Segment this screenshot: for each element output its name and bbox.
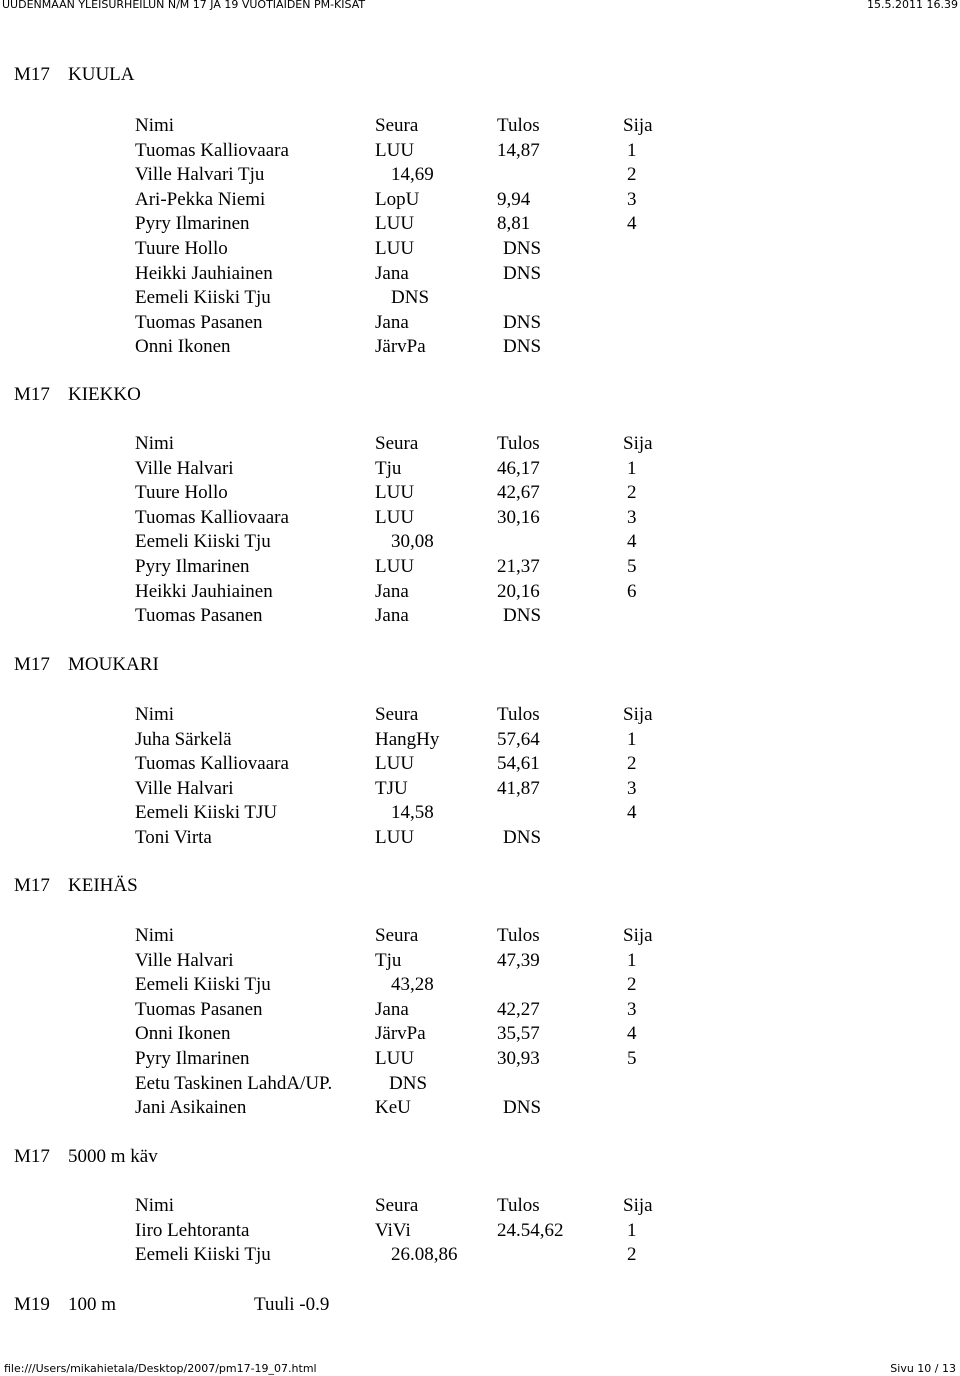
column-header-tulos: Tulos bbox=[497, 704, 540, 725]
placing: 2 bbox=[627, 1244, 637, 1266]
athlete-name: Tuomas Pasanen bbox=[135, 311, 263, 333]
club: Jana bbox=[375, 311, 409, 333]
column-header-sija: Sija bbox=[623, 433, 653, 454]
club: HangHy bbox=[375, 728, 440, 750]
result: 14,69 bbox=[391, 164, 434, 186]
result: DNS bbox=[503, 311, 542, 333]
placing: 5 bbox=[627, 1047, 637, 1069]
section-code: M17 bbox=[14, 654, 50, 675]
page-footer bbox=[0, 1361, 960, 1376]
placing: 3 bbox=[627, 506, 637, 528]
placing: 1 bbox=[627, 1219, 637, 1241]
athlete-name: Onni Ikonen bbox=[135, 1023, 231, 1045]
result: 8,81 bbox=[497, 213, 531, 235]
placing: 2 bbox=[627, 753, 637, 775]
athlete-name: Heikki Jauhiainen bbox=[135, 580, 273, 602]
result: 30,93 bbox=[497, 1047, 540, 1069]
placing: 1 bbox=[627, 139, 637, 161]
placing: 5 bbox=[627, 555, 637, 577]
result: 21,37 bbox=[497, 555, 540, 577]
result: DNS bbox=[503, 605, 542, 627]
athlete-name: Tuomas Kalliovaara bbox=[135, 753, 289, 775]
placing: 4 bbox=[627, 213, 637, 235]
column-header-seura: Seura bbox=[375, 433, 419, 454]
section-title bbox=[14, 653, 159, 677]
club: LUU bbox=[375, 139, 415, 161]
result: 46,17 bbox=[497, 457, 540, 479]
section-code: M17 bbox=[14, 875, 50, 896]
athlete-name: Tuure Hollo bbox=[135, 237, 228, 259]
athlete-name: Ari-Pekka Niemi bbox=[135, 188, 266, 210]
result: 14,58 bbox=[391, 802, 434, 824]
result: DNS bbox=[503, 336, 542, 358]
result: DNS bbox=[503, 826, 542, 848]
athlete-name: Juha Särkelä bbox=[135, 728, 232, 750]
section-title bbox=[14, 383, 141, 407]
club: KeU bbox=[375, 1097, 411, 1119]
placing: 4 bbox=[627, 531, 637, 553]
athlete-name: Tuomas Kalliovaara bbox=[135, 139, 289, 161]
placing: 2 bbox=[627, 482, 637, 504]
section-title bbox=[14, 1145, 158, 1169]
athlete-name: Eemeli Kiiski Tju bbox=[135, 1244, 271, 1266]
placing: 3 bbox=[627, 998, 637, 1020]
placing: 3 bbox=[627, 777, 637, 799]
placing: 6 bbox=[627, 580, 637, 602]
placing: 1 bbox=[627, 949, 637, 971]
athlete-name: Eemeli Kiiski TJU bbox=[135, 802, 278, 824]
athlete-name: Pyry Ilmarinen bbox=[135, 555, 250, 577]
result: DNS bbox=[503, 262, 542, 284]
result: DNS bbox=[391, 287, 430, 309]
section-event: KEIHÄS bbox=[68, 875, 138, 896]
column-header-sija: Sija bbox=[623, 925, 653, 946]
athlete-name: Ville Halvari Tju bbox=[135, 164, 265, 186]
placing: 3 bbox=[627, 188, 637, 210]
club: ViVi bbox=[375, 1219, 411, 1241]
section-code: M17 bbox=[14, 384, 50, 405]
result: DNS bbox=[503, 1097, 542, 1119]
club: Jana bbox=[375, 998, 409, 1020]
placing: 4 bbox=[627, 802, 637, 824]
athlete-name: Eemeli Kiiski Tju bbox=[135, 531, 271, 553]
result: 43,28 bbox=[391, 974, 434, 996]
column-header-seura: Seura bbox=[375, 925, 419, 946]
result: 47,39 bbox=[497, 949, 540, 971]
club: LUU bbox=[375, 826, 415, 848]
club: TJU bbox=[375, 777, 408, 799]
section-code: M17 bbox=[14, 64, 50, 85]
result: 9,94 bbox=[497, 188, 531, 210]
athlete-name: Toni Virta bbox=[135, 826, 212, 848]
club: Tju bbox=[375, 457, 402, 479]
club: LUU bbox=[375, 506, 415, 528]
column-header-sija: Sija bbox=[623, 1195, 653, 1216]
athlete-name: Pyry Ilmarinen bbox=[135, 213, 250, 235]
athlete-name: Tuomas Kalliovaara bbox=[135, 506, 289, 528]
column-header-tulos: Tulos bbox=[497, 925, 540, 946]
club: LUU bbox=[375, 482, 415, 504]
result: 24.54,62 bbox=[497, 1219, 564, 1241]
result: 30,16 bbox=[497, 506, 540, 528]
result: 57,64 bbox=[497, 728, 540, 750]
column-header-sija: Sija bbox=[623, 704, 653, 725]
section-event: KIEKKO bbox=[68, 384, 141, 405]
placing: 1 bbox=[627, 457, 637, 479]
column-header-seura: Seura bbox=[375, 704, 419, 725]
section-title bbox=[14, 63, 135, 87]
result: 35,57 bbox=[497, 1023, 540, 1045]
section-event: 5000 m käv bbox=[68, 1146, 158, 1167]
club: Tju bbox=[375, 949, 402, 971]
athlete-name: Eemeli Kiiski Tju bbox=[135, 974, 271, 996]
document-title: UUDENMAAN YLEISURHEILUN N/M 17 JA 19 VUOTIAIDEN PM-KISAT bbox=[2, 0, 366, 11]
result: 14,87 bbox=[497, 139, 540, 161]
placing: 2 bbox=[627, 974, 637, 996]
athlete-name: Eemeli Kiiski Tju bbox=[135, 287, 271, 309]
page-number: Sivu 10 / 13 bbox=[890, 1362, 956, 1375]
column-header-nimi: Nimi bbox=[135, 115, 175, 136]
club: Jana bbox=[375, 262, 409, 284]
club: LUU bbox=[375, 237, 415, 259]
column-header-nimi: Nimi bbox=[135, 704, 175, 725]
placing: 1 bbox=[627, 728, 637, 750]
print-datetime: 15.5.2011 16.39 bbox=[867, 0, 958, 11]
athlete-name: Tuure Hollo bbox=[135, 482, 228, 504]
result: DNS bbox=[503, 237, 542, 259]
section-code: M19 bbox=[14, 1294, 50, 1315]
column-header-tulos: Tulos bbox=[497, 433, 540, 454]
column-header-nimi: Nimi bbox=[135, 433, 175, 454]
athlete-name: Iiro Lehtoranta bbox=[135, 1219, 250, 1241]
athlete-name: Pyry Ilmarinen bbox=[135, 1047, 250, 1069]
club: JärvPa bbox=[375, 336, 426, 358]
section-code: M17 bbox=[14, 1146, 50, 1167]
athlete-name: Eetu Taskinen LahdA/UP. bbox=[135, 1072, 333, 1094]
placing: 4 bbox=[627, 1023, 637, 1045]
column-header-seura: Seura bbox=[375, 1195, 419, 1216]
result: 42,27 bbox=[497, 998, 540, 1020]
athlete-name: Jani Asikainen bbox=[135, 1097, 247, 1119]
result: 54,61 bbox=[497, 753, 540, 775]
section-title-m19-100m bbox=[14, 1293, 330, 1317]
result: 30,08 bbox=[391, 531, 434, 553]
section-event: MOUKARI bbox=[68, 654, 159, 675]
result: 26.08,86 bbox=[391, 1244, 458, 1266]
section-event: 100 m bbox=[68, 1294, 117, 1315]
club: LopU bbox=[375, 188, 420, 210]
column-header-seura: Seura bbox=[375, 115, 419, 136]
result: 20,16 bbox=[497, 580, 540, 602]
section-event: KUULA bbox=[68, 64, 135, 85]
wind-reading: Tuuli -0.9 bbox=[254, 1294, 330, 1315]
club: LUU bbox=[375, 555, 415, 577]
athlete-name: Ville Halvari bbox=[135, 777, 234, 799]
athlete-name: Tuomas Pasanen bbox=[135, 605, 263, 627]
column-header-nimi: Nimi bbox=[135, 1195, 175, 1216]
placing: 2 bbox=[627, 164, 637, 186]
column-header-tulos: Tulos bbox=[497, 115, 540, 136]
athlete-name: Tuomas Pasanen bbox=[135, 998, 263, 1020]
athlete-name: Ville Halvari bbox=[135, 457, 234, 479]
club: Jana bbox=[375, 605, 409, 627]
athlete-name: Heikki Jauhiainen bbox=[135, 262, 273, 284]
column-header-sija: Sija bbox=[623, 115, 653, 136]
athlete-name: Onni Ikonen bbox=[135, 336, 231, 358]
section-title bbox=[14, 874, 138, 898]
athlete-name: Ville Halvari bbox=[135, 949, 234, 971]
file-path: file:///Users/mikahietala/Desktop/2007/pm17-19_07.html bbox=[4, 1362, 317, 1375]
club: Jana bbox=[375, 580, 409, 602]
page-header bbox=[0, 0, 960, 11]
club: JärvPa bbox=[375, 1023, 426, 1045]
club: LUU bbox=[375, 753, 415, 775]
club: LUU bbox=[375, 1047, 415, 1069]
column-header-tulos: Tulos bbox=[497, 1195, 540, 1216]
club: LUU bbox=[375, 213, 415, 235]
column-header-nimi: Nimi bbox=[135, 925, 175, 946]
result: 42,67 bbox=[497, 482, 540, 504]
result: DNS bbox=[389, 1072, 428, 1094]
result: 41,87 bbox=[497, 777, 540, 799]
